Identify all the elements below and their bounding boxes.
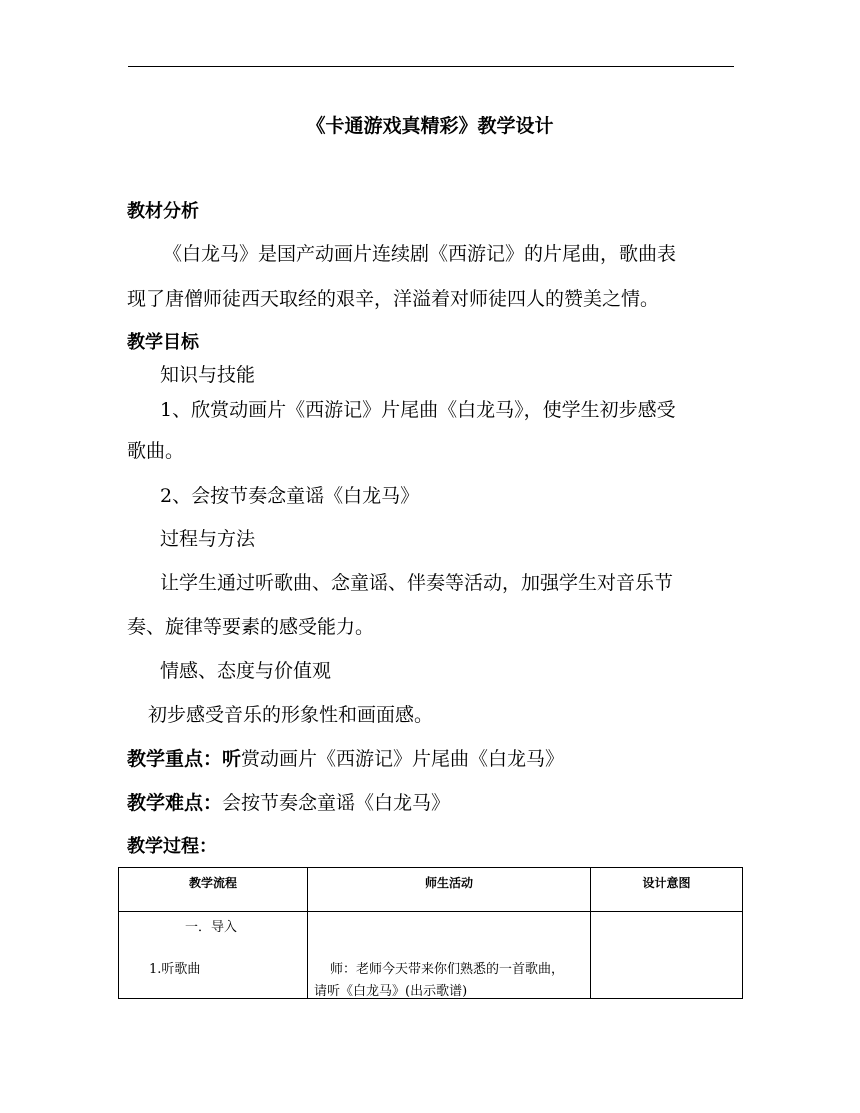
intent-cell [591, 912, 743, 999]
table-header-row [119, 868, 743, 912]
key-point-label: 教学重点： [127, 748, 223, 770]
process-method-line-1: 让学生通过听歌曲、念童谣、伴奏等活动，加强学生对音乐节 [160, 572, 674, 594]
emotion-heading: 情感、态度与价值观 [160, 660, 332, 682]
analysis-heading: 教材分析 [127, 201, 199, 222]
process-method-line-2: 奏、旋律等要素的感受能力。 [127, 616, 375, 638]
objective-item-1-line-1: 1、欣赏动画片《西游记》片尾曲《白龙马》，使学生初步感受 [160, 399, 676, 421]
difficulty-text: 会按节奏念童谣《白龙马》 [222, 792, 451, 814]
key-point-label-tail: 听 [222, 748, 242, 770]
flow-cell [119, 912, 308, 999]
objective-item-1-line-2: 歌曲。 [127, 440, 185, 462]
objective-item-2: 2、会按节奏念童谣《白龙马》 [160, 485, 420, 507]
header-activity: 师生活动 [308, 868, 591, 912]
emotion-line: 初步感受音乐的形象性和画面感。 [148, 704, 434, 726]
knowledge-heading: 知识与技能 [160, 364, 256, 386]
process-method-heading: 过程与方法 [160, 528, 256, 550]
activity-line-1: 师：老师今天带来你们熟悉的一首歌曲， [330, 962, 565, 977]
document-title: 《卡通游戏真精彩》教学设计 [306, 115, 554, 137]
key-point-text: 赏动画片《西游记》片尾曲《白龙马》 [241, 748, 565, 770]
objectives-heading: 教学目标 [127, 332, 199, 353]
activity-line-2: 请听《白龙马》(出示歌谱) [314, 984, 468, 999]
header-rule [128, 66, 734, 67]
process-heading: 教学过程： [127, 836, 217, 857]
difficulty-label: 教学难点： [127, 792, 223, 814]
activity-cell [308, 912, 591, 999]
header-intent: 设计意图 [591, 868, 743, 912]
table-row [119, 912, 743, 999]
flow-step: 1.听歌曲 [149, 962, 201, 977]
header-flow: 教学流程 [119, 868, 308, 912]
analysis-line-1: 《白龙马》是国产动画片连续剧《西游记》的片尾曲，歌曲表 [163, 243, 677, 265]
flow-stage: 一．导入 [185, 920, 238, 935]
analysis-line-2: 现了唐僧师徒西天取经的艰辛，洋溢着对师徒四人的赞美之情。 [127, 288, 660, 310]
key-point [127, 746, 564, 772]
process-table [118, 867, 743, 999]
difficulty [127, 790, 450, 816]
